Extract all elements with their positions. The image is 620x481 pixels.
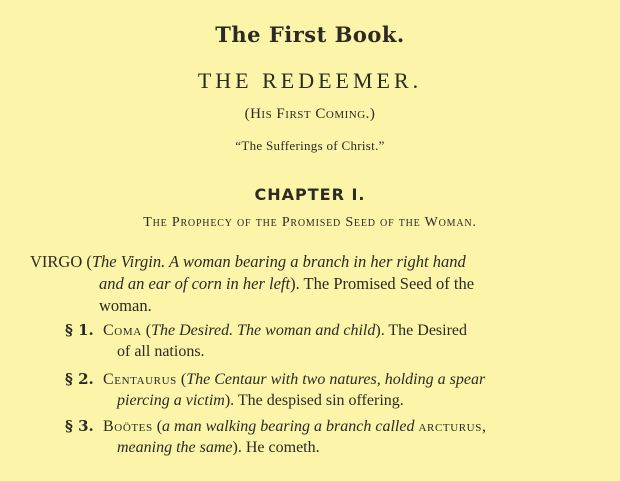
description-text: of all nations. [117,343,205,360]
section-number: § 3. [65,417,94,435]
description-text: ). He cometh. [232,439,320,456]
quote-subtitle: “The Sufferings of Christ.” [235,138,385,153]
constellation-name: Coma [103,322,142,339]
description-italic: meaning the same [117,439,233,456]
description-italic: The Centaur with two natures, holding a spear [186,371,486,388]
entry-line-1: § 2. Centaurus (The Centaur with two natures, holding a spear [65,370,486,388]
main-title: THE REDEEMER. [197,68,423,93]
constellation-name: Boötes [103,418,153,435]
entry-line-2 [65,341,555,362]
section-entry-coma [65,320,555,362]
book-title: The First Book. [215,22,405,47]
virgo-line-3 [30,295,560,317]
description-italic: a man walking bearing a branch called [162,418,415,435]
constellation-name: Centaurus [103,371,177,388]
virgo-paragraph [30,251,560,317]
section-entry-centaurus [65,369,555,411]
description-italic: and an ear of corn in her left [99,274,291,293]
section-entry-bootes [65,416,555,458]
subtitle: (His First Coming.) [244,106,376,122]
entry-line-2 [65,437,555,458]
description-italic: The Virgin. A woman bearing a branch in her right hand [91,252,466,271]
section-number: § 2. [65,370,94,388]
constellation-name: VIRGO [30,252,83,271]
virgo-line-1: VIRGO (The Virgin. A woman bearing a branch in her right hand [30,252,466,271]
chapter-title: The Prophecy of the Promised Seed of the Woman. [143,215,477,230]
virgo-line-2 [30,273,560,295]
description-text: woman. [99,296,152,315]
section-number: § 1. [65,321,94,339]
entry-line-2 [65,390,555,411]
chapter-heading: CHAPTER I. [254,185,366,204]
description-text: ). The despised sin offering. [224,392,404,409]
entry-line-1: § 3. Boötes (a man walking bearing a branch called arcturus, [65,417,487,435]
star-name: arcturus, [418,418,487,435]
description-text: ). The Desired [375,322,468,339]
entry-line-1: § 1. Coma (The Desired. The woman and child). The Desired [65,321,468,339]
description-italic: The Desired. The woman and child [151,322,376,339]
description-italic: piercing a victim [117,392,225,409]
description-text: ). The Promised Seed of the [290,274,475,293]
